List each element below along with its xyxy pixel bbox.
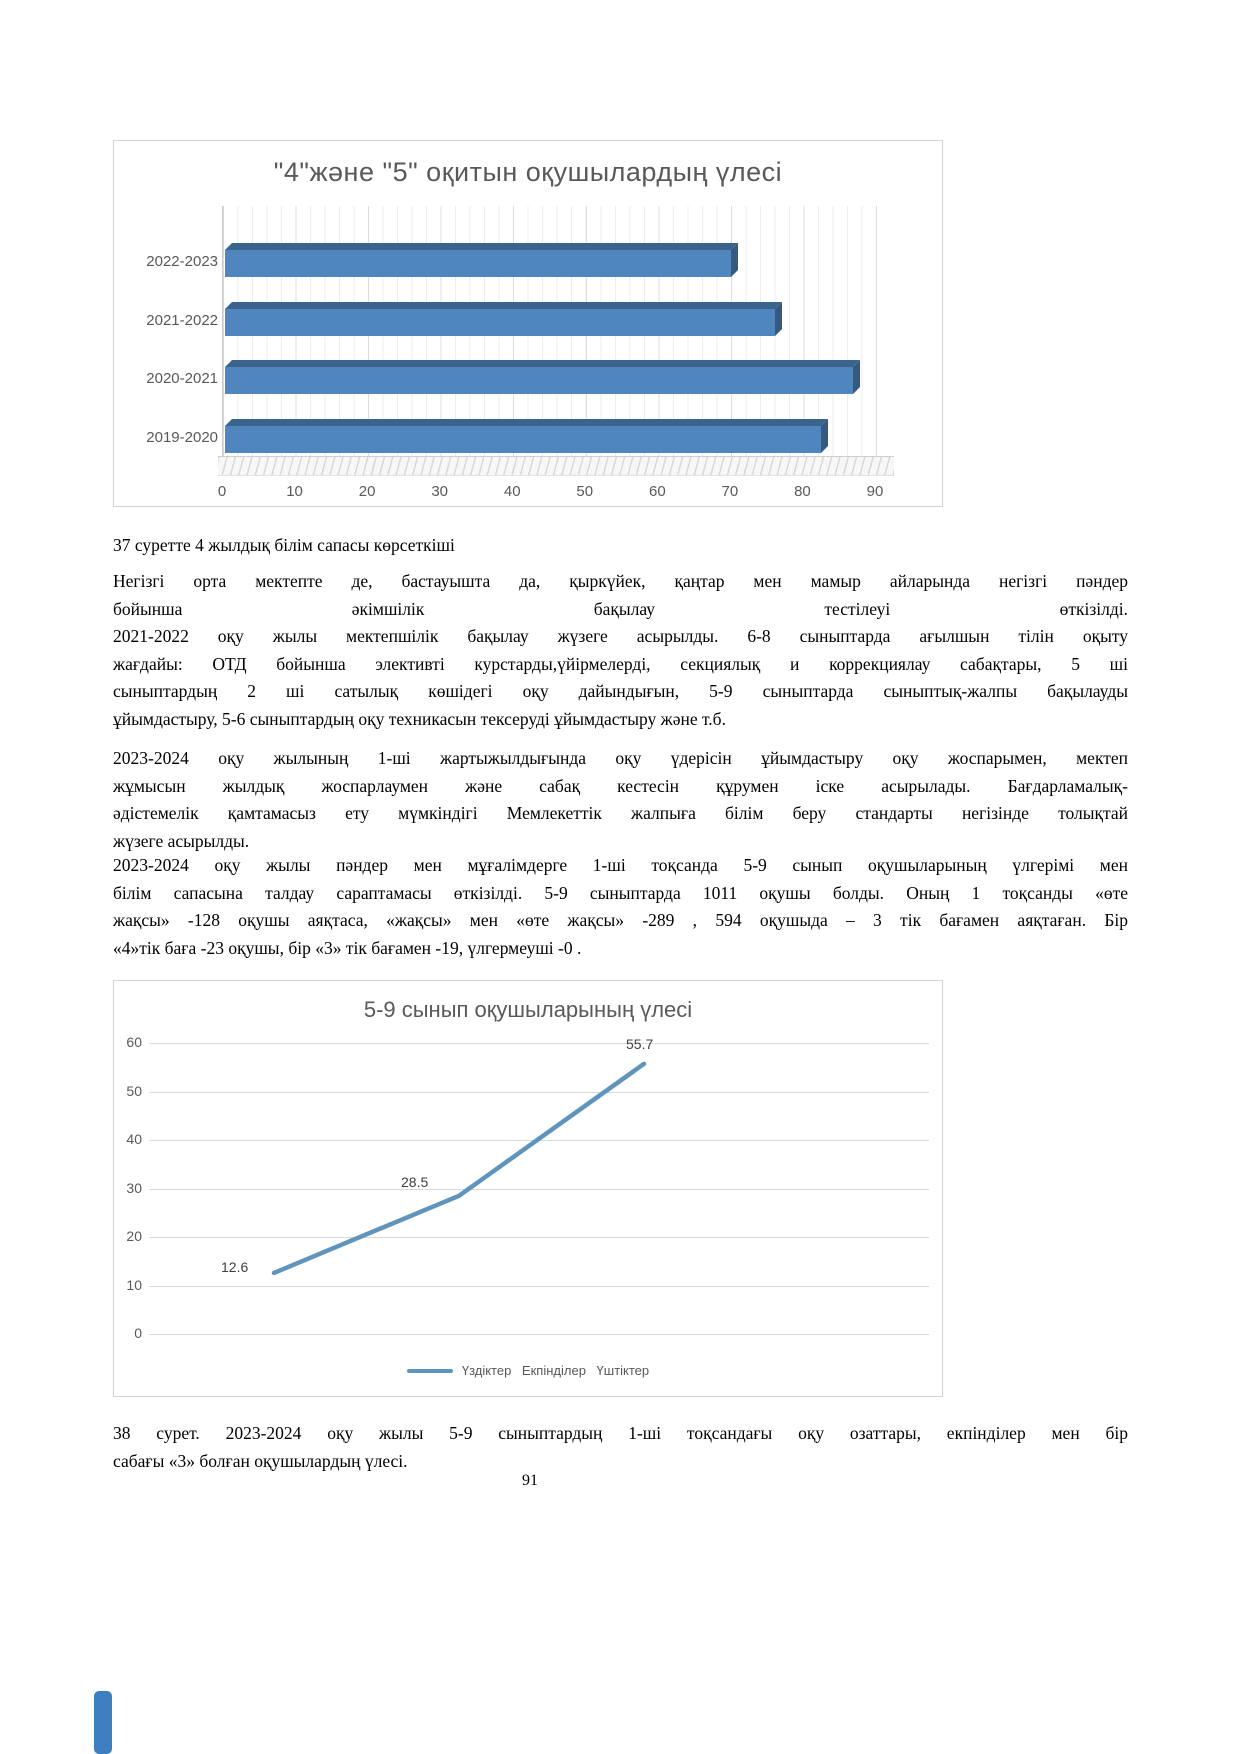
category-label: 2022-2023 (146, 253, 218, 270)
bar (225, 426, 821, 453)
text-line: жұмысын жылдық жоспарлаумен және сабақ кестесін құрумен іске асырылады. Бағдарламалық- (113, 775, 1128, 796)
text-line: жағдайы: ОТД бойынша элективті курстарды,үйірмелерді, секциялық и коррекциялау сабақтары, 5 ші (113, 653, 1128, 674)
text-line: 2023-2024 оқу жылы пәндер мен мұғалімдерге 1-ші тоқсанда 5-9 сынып оқушыларының үлгерімі мен (113, 855, 1128, 875)
bar-top-face (225, 302, 782, 309)
text-line: 38 сурет. 2023-2024 оқу жылы 5-9 сыныптардың 1-ші тоқсандағы оқу озаттары, екпінділер мен бір (113, 1423, 1128, 1443)
data-label: 28.5 (401, 1173, 429, 1190)
figure37-caption: 37 суретте 4 жылдық білім сапасы көрсеткіші (113, 535, 455, 555)
y-tick-label: 40 (126, 1131, 142, 1147)
x-tick-label: 50 (576, 483, 594, 500)
series-line (274, 1064, 644, 1273)
paragraph-2 (113, 745, 1128, 855)
figure38-caption (113, 1420, 1128, 1475)
category-label: 2020-2021 (146, 370, 218, 387)
bar-end-face (821, 419, 828, 453)
text-line: жүзеге асырылды. (113, 830, 250, 851)
text-line: бойынша әкімшілік бақылау тестілеуі өткізілді. (113, 598, 1128, 619)
bar (225, 250, 731, 277)
bar-end-face (731, 243, 738, 277)
text-line: ұйымдастыру, 5-6 сыныптардың оқу техникасын тексеруді ұйымдастыру және т.б. (113, 708, 726, 729)
y-tick-label: 30 (126, 1179, 142, 1196)
bar (225, 367, 853, 394)
paragraph-1 (113, 568, 1128, 733)
chart1-plot-area (222, 206, 885, 456)
chart1-3d-floor (218, 456, 894, 476)
x-tick-label: 10 (286, 483, 303, 500)
figure38-line-chart (113, 980, 943, 1397)
y-tick-label: 10 (126, 1276, 142, 1293)
blue-margin-mark (94, 1691, 112, 1754)
legend-line-marker (407, 1369, 453, 1373)
chart2-plot-area (149, 1035, 929, 1335)
text-line: 2021-2022 оқу жылы мектепшілік бақылау жүзеге асырылды. 6-8 сыныптарда ағылшын тілін оқыту (113, 626, 1128, 646)
figure37-bar-chart (113, 140, 943, 507)
gridline (149, 1334, 929, 1335)
legend-label: Үздіктер Екпінділер Үштіктер (461, 1363, 650, 1378)
chart2-title: 5-9 сынып оқушыларының үлесі (363, 997, 693, 1022)
x-tick-label: 80 (794, 483, 811, 500)
data-label: 12.6 (221, 1258, 249, 1275)
paragraph-3 (113, 852, 1128, 962)
x-tick-label: 0 (217, 483, 227, 500)
x-tick-label: 30 (431, 483, 448, 500)
text-line: 2023-2024 оқу жылының 1-ші жартыжылдығында оқу үдерісін ұйымдастыру оқу жоспарымен, мектеп (113, 748, 1128, 768)
y-tick-label: 0 (134, 1325, 142, 1341)
line-series (149, 1043, 929, 1334)
chart2-y-axis (114, 1034, 142, 1341)
bar-top-face (225, 360, 860, 367)
bar-top-face (225, 419, 828, 426)
chart1-title: "4"және "5" оқитын оқушылардың үлесі (273, 157, 783, 187)
x-tick-label: 40 (503, 483, 521, 500)
text-line: Негізгі орта мектепте де, бастауышта да, қыркүйек, қаңтар мен мамыр айларында негізгі пәндер (113, 571, 1128, 591)
x-tick-label: 70 (721, 483, 739, 500)
data-label: 55.7 (626, 1035, 654, 1052)
text-line: білім сапасына талдау сараптамасы өткізілді. 5-9 сыныптарда 1011 оқушы болды. Оның 1 тоқсанды «өте (113, 882, 1128, 903)
y-tick-label: 50 (126, 1082, 142, 1099)
chart1-category-axis (122, 233, 218, 467)
text-line: жақсы» -128 оқушы аяқтаса, «жақсы» мен «өте жақсы» -289 , 594 оқушыда – 3 тік бағамен аяқтаған. Бір (113, 910, 1128, 930)
bar (225, 309, 775, 336)
text-line: сабағы «3» болған оқушылардың үлесі. (113, 1450, 408, 1471)
x-tick-label: 20 (358, 483, 376, 500)
y-tick-label: 20 (126, 1228, 142, 1244)
x-tick-label: 60 (648, 483, 666, 500)
chart2-legend (114, 1363, 942, 1378)
text-line: «4»тік баға -23 оқушы, бір «3» тік бағамен -19, үлгермеуші -0 . (113, 937, 582, 958)
bar-top-face (225, 243, 738, 250)
bar-end-face (775, 302, 782, 336)
bar-end-face (853, 360, 860, 394)
text-line: әдістемелік қамтамасыз ету мүмкіндігі Мемлекеттік жалпыға білім беру стандарты негізінде толықтай (113, 803, 1128, 823)
page-number: 91 (522, 1472, 538, 1489)
text-line: сыныптардың 2 ші сатылық көшідегі оқу дайындығын, 5-9 сыныптарда сыныптық-жалпы бақылауды (113, 681, 1128, 701)
y-tick-label: 60 (126, 1034, 142, 1050)
category-label: 2019-2020 (146, 428, 218, 446)
chart1-value-axis (217, 483, 884, 503)
category-label: 2021-2022 (146, 311, 218, 329)
x-tick-label: 90 (866, 483, 884, 500)
